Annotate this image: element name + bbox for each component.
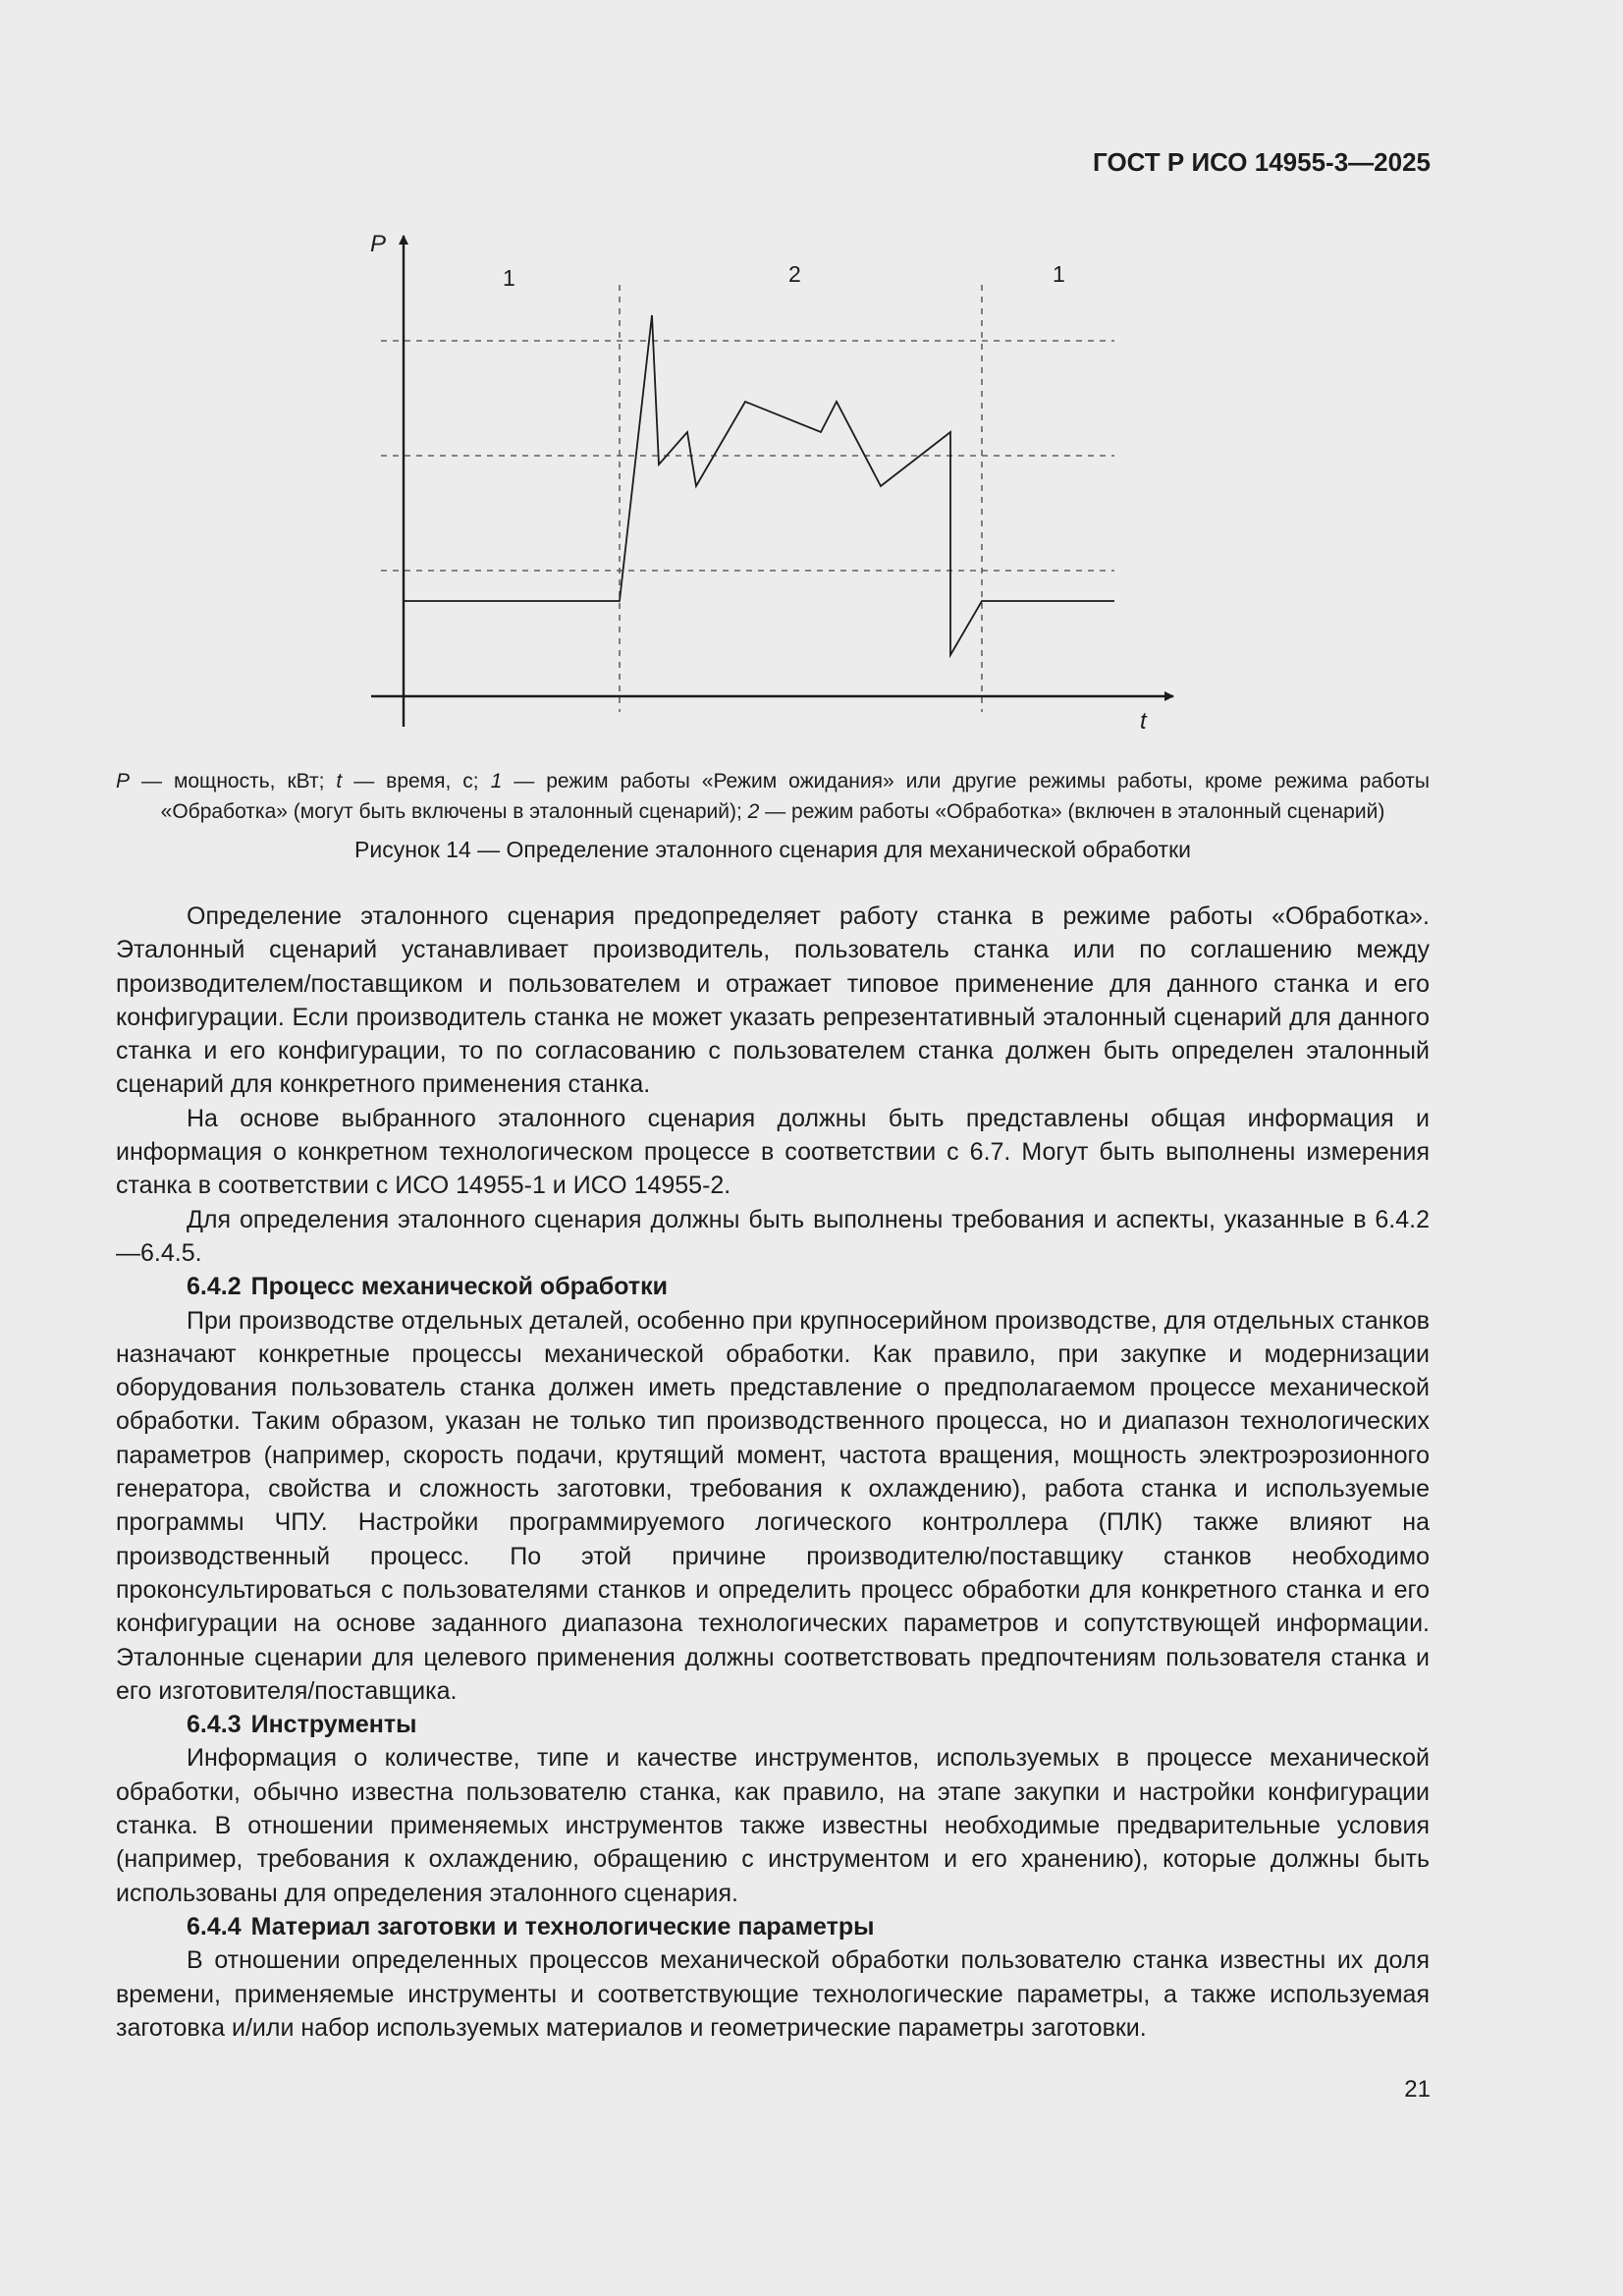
dashed-level-lines — [381, 285, 1114, 712]
section-heading-6-4-4 — [116, 1910, 1430, 1943]
y-axis-label: P — [370, 231, 387, 257]
x-axis-label: t — [1140, 708, 1147, 735]
power-time-diagram — [363, 221, 1188, 741]
paragraph: Определение эталонного сценария предопределяет работу станка в режиме работы «Обработка». Эталонный сценарий устанавливает производитель, пользователь станка или по соглашению между производителем/поставщиком и пользователем и отражает типовое применение для данного станка и его конфигурации. Если производитель станка не может указать репрезентативный эталонный сценарий для данного станка и его конфигурации, то по согласованию с пользователем станка должен быть определен эталонный сценарий для конкретного применения станка. — [116, 902, 1430, 1099]
legend-1-description: — режим работы «Режим ожидания» или другие режимы работы, кроме режима работы «Обработка» (могут быть включены в эталонный сценарий); — [160, 770, 1430, 823]
paragraph: Для определения эталонного сценария должны быть выполнены требования и аспекты, указанные в 6.4.2—6.4.5. — [116, 1205, 1430, 1267]
zone-label-idle-left: 1 — [503, 265, 515, 291]
figure-legend — [116, 766, 1430, 827]
section-title: Инструменты — [250, 1711, 417, 1739]
document-header: ГОСТ Р ИСО 14955-3—2025 — [1093, 147, 1431, 177]
section-title: Материал заготовки и технологические параметры — [250, 1912, 875, 1941]
legend-2-symbol: 2 — [747, 800, 760, 823]
section-number: 6.4.4 — [187, 1912, 242, 1941]
legend-p-description: — мощность, кВт; — [130, 770, 337, 793]
figure-caption: Рисунок 14 — Определение эталонного сценария для механической обработки — [354, 837, 1191, 862]
paragraph: При производстве отдельных деталей, особенно при крупносерийном производстве, для отдельных станков назначают конкретные процессы механической обработки. Как правило, при закупке и модернизации оборудования пользователь станка должен иметь представление о предполагаемом процессе механической обработки. Таким образом, указан не только тип производственного процесса, но и диапазон технологических параметров (например, скорость подачи, крутящий момент, частота вращения, мощность электроэрозионного генератора, свойства и сложность заготовки, требования к охлаждению), работа станка и используемые программы ЧПУ. Настройки программируемого логического контроллера (ПЛК) также влияют на производственный процесс. По этой причине производителю/поставщику станков необходимо проконсультироваться с пользователями станков и определить процесс обработки для конкретного станка и его конфигурации на основе заданного диапазона технологических параметров и сопутствующей информации. Эталонные сценарии для целевого применения должны соответствовать предпочтениям пользователя станка и его изготовителя/поставщика. — [116, 1306, 1430, 1705]
legend-t-symbol: t — [336, 770, 343, 793]
section-heading-6-4-3 — [116, 1708, 1430, 1741]
page-number: 21 — [1404, 2076, 1431, 2103]
section-number: 6.4.2 — [187, 1273, 242, 1301]
legend-1-symbol: 1 — [490, 770, 503, 793]
paragraph: На основе выбранного эталонного сценария должны быть представлены общая информация и информация о конкретном технологическом процессе в соответствии с 6.7. Могут быть выполнены измерения станка в соответствии с ИСО 14955-1 и ИСО 14955-2. — [116, 1104, 1430, 1200]
paragraph: Информация о количестве, типе и качестве инструментов, используемых в процессе механической обработки, обычно известна пользователю станка, как правило, на этапе закупки и настройки конфигурации станка. В отношении применяемых инструментов также известны необходимые предварительные условия (например, требования к охлаждению, обращению с инструментом и его хранению), которые должны быть использованы для определения эталонного сценария. — [116, 1744, 1430, 1907]
legend-t-description: — время, с; — [342, 770, 491, 793]
section-number: 6.4.3 — [187, 1711, 242, 1739]
paragraph: В отношении определенных процессов механической обработки пользователю станка известны их доля времени, применяемые инструменты и соответствующие технологические параметры, а также используемая заготовка и/или набор используемых материалов и геометрические параметры заготовки. — [116, 1946, 1430, 2042]
power-curve — [404, 315, 1114, 655]
section-title: Процесс механической обработки — [250, 1273, 669, 1301]
legend-p-symbol: P — [116, 770, 131, 793]
legend-2-description: — режим работы «Обработка» (включен в эталонный сценарий) — [759, 800, 1385, 823]
section-heading-6-4-2 — [116, 1270, 1430, 1303]
zone-label-idle-right: 1 — [1053, 261, 1065, 287]
zone-label-processing: 2 — [788, 261, 801, 287]
body-text — [116, 900, 1430, 2045]
power-time-figure — [363, 221, 1188, 741]
